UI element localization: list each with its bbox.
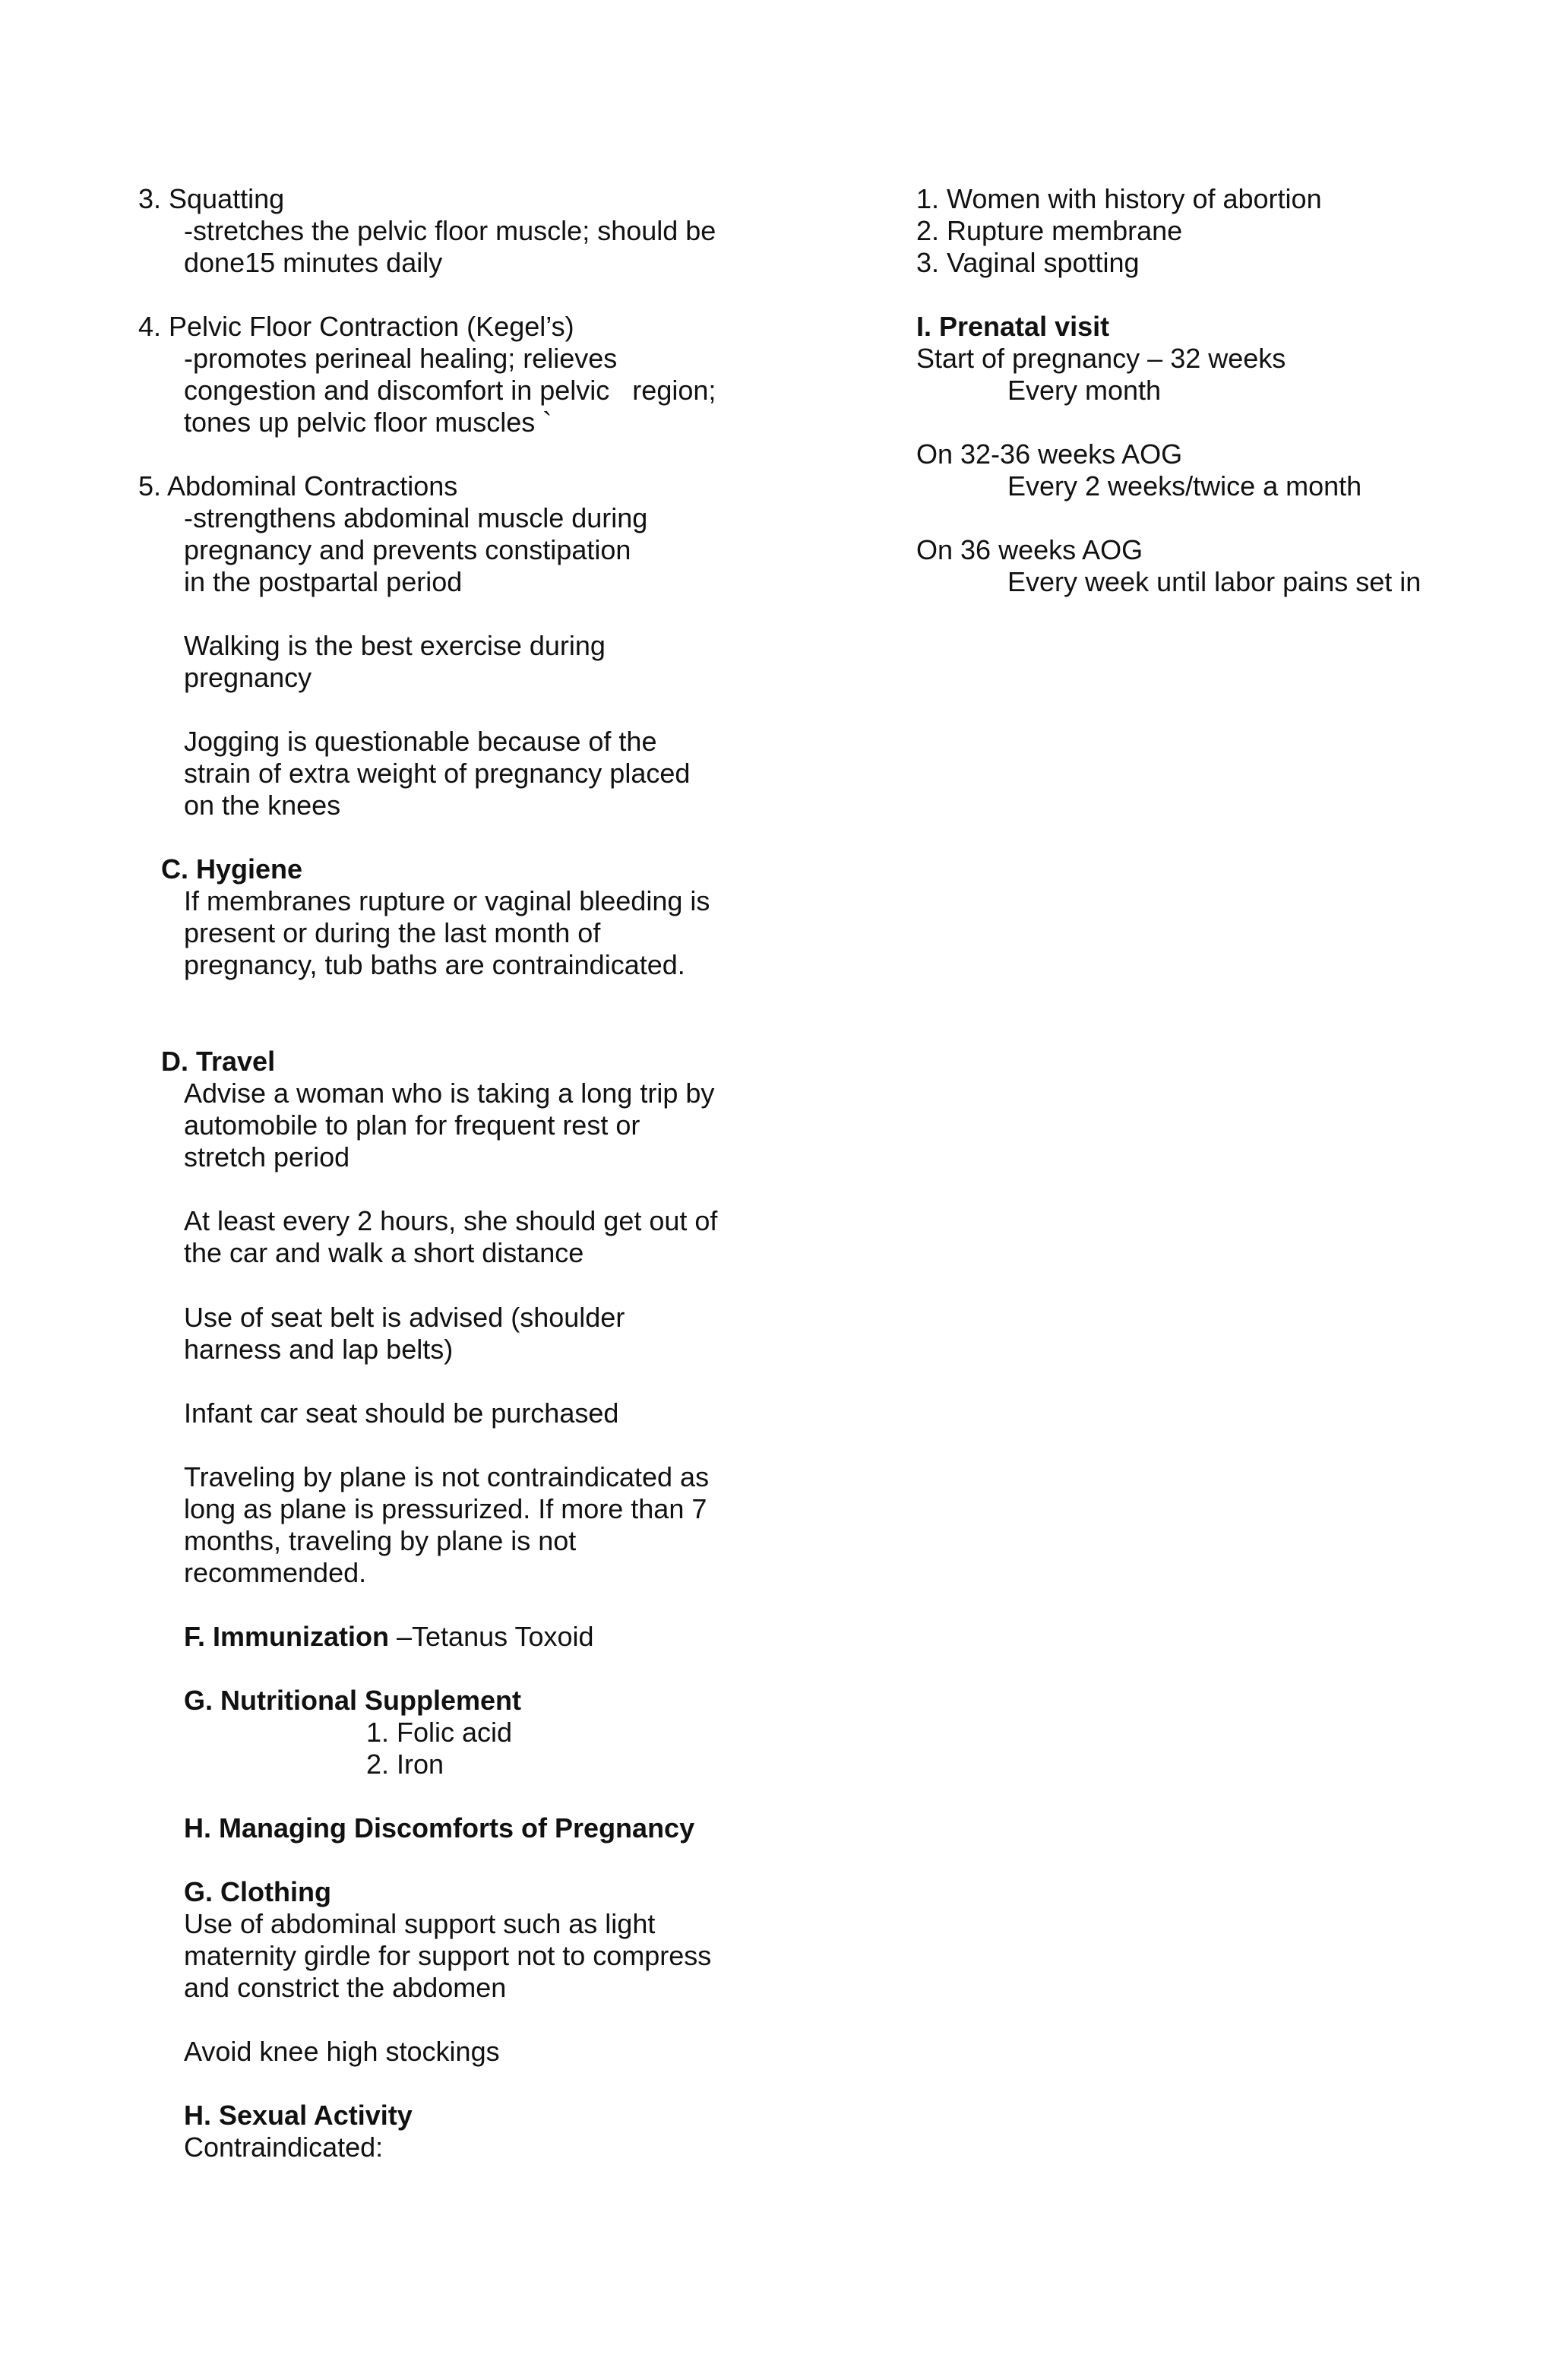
travel-p5-line-4: recommended. — [184, 1557, 367, 1588]
jogging-line-2: strain of extra weight of pregnancy placed — [184, 758, 691, 789]
travel-p5-line-2: long as plane is pressurized. If more than 7 — [184, 1493, 707, 1524]
discomforts-heading: H. Managing Discomforts of Pregnancy — [184, 1812, 695, 1844]
prenatal-visit-heading: I. Prenatal visit — [916, 311, 1110, 342]
travel-p1-line-1: Advise a woman who is taking a long trip by — [184, 1078, 715, 1109]
clothing-line-3: and constrict the abdomen — [184, 1972, 507, 2003]
squatting-line-1: -stretches the pelvic floor muscle; should be — [184, 215, 716, 246]
prenatal-period-1: Start of pregnancy – 32 weeks — [916, 343, 1286, 374]
contraindication-item-3: 3. Vaginal spotting — [916, 247, 1140, 278]
immunization-text: –Tetanus Toxoid — [389, 1621, 594, 1652]
jogging-line-3: on the knees — [184, 790, 341, 821]
contraindication-item-2: 2. Rupture membrane — [916, 215, 1183, 246]
immunization-heading: F. Immunization — [184, 1621, 389, 1652]
clothing-line-1: Use of abdominal support such as light — [184, 1908, 656, 1939]
travel-p3-line-1: Use of seat belt is advised (shoulder — [184, 1302, 625, 1333]
pelvic-floor-line-2: congestion and discomfort in pelvic region; — [184, 375, 716, 406]
abdominal-heading: 5. Abdominal Contractions — [138, 470, 458, 502]
nutritional-item-2: 2. Iron — [366, 1749, 444, 1780]
pelvic-floor-line-1: -promotes perineal healing; relieves — [184, 343, 618, 374]
pelvic-floor-heading: 4. Pelvic Floor Contraction (Kegel’s) — [138, 311, 574, 342]
travel-p1-line-2: automobile to plan for frequent rest or — [184, 1109, 640, 1141]
travel-p3-line-2: harness and lap belts) — [184, 1334, 454, 1365]
travel-p4: Infant car seat should be purchased — [184, 1397, 619, 1429]
contraindication-item-1: 1. Women with history of abortion — [916, 183, 1322, 214]
sexual-activity-heading: H. Sexual Activity — [184, 2100, 413, 2131]
pelvic-floor-line-3: tones up pelvic floor muscles ` — [184, 407, 552, 438]
prenatal-frequency-1: Every month — [1007, 375, 1162, 406]
travel-p1-line-3: stretch period — [184, 1141, 350, 1173]
travel-heading: D. Travel — [161, 1046, 276, 1077]
hygiene-line-2: present or during the last month of — [184, 917, 601, 948]
prenatal-period-2: On 32-36 weeks AOG — [916, 438, 1183, 470]
sexual-activity-text: Contraindicated: — [184, 2132, 384, 2163]
travel-p5-line-3: months, traveling by plane is not — [184, 1525, 577, 1556]
clothing-heading: G. Clothing — [184, 1876, 331, 1907]
travel-p2-line-1: At least every 2 hours, she should get out of — [184, 1205, 718, 1236]
hygiene-line-1: If membranes rupture or vaginal bleeding is — [184, 885, 710, 916]
nutritional-item-1: 1. Folic acid — [366, 1717, 513, 1748]
abdominal-line-3: in the postpartal period — [184, 566, 463, 597]
clothing-line-2: maternity girdle for support not to compress — [184, 1940, 712, 1971]
squatting-line-2: done15 minutes daily — [184, 247, 443, 278]
travel-p5-line-1: Traveling by plane is not contraindicated as — [184, 1461, 710, 1492]
hygiene-heading: C. Hygiene — [161, 853, 303, 885]
clothing-note: Avoid knee high stockings — [184, 2036, 500, 2067]
prenatal-frequency-2: Every 2 weeks/twice a month — [1007, 470, 1362, 502]
hygiene-line-3: pregnancy, tub baths are contraindicated. — [184, 949, 685, 980]
abdominal-line-2: pregnancy and prevents constipation — [184, 534, 631, 565]
jogging-line-1: Jogging is questionable because of the — [184, 726, 657, 757]
walking-line-2: pregnancy — [184, 662, 312, 693]
immunization-line — [184, 1621, 594, 1653]
travel-p2-line-2: the car and walk a short distance — [184, 1237, 584, 1268]
prenatal-period-3: On 36 weeks AOG — [916, 534, 1143, 565]
nutritional-heading: G. Nutritional Supplement — [184, 1685, 522, 1716]
walking-line-1: Walking is the best exercise during — [184, 630, 606, 661]
squatting-heading: 3. Squatting — [138, 183, 285, 214]
abdominal-line-1: -strengthens abdominal muscle during — [184, 502, 648, 533]
prenatal-frequency-3: Every week until labor pains set in — [1007, 566, 1422, 597]
